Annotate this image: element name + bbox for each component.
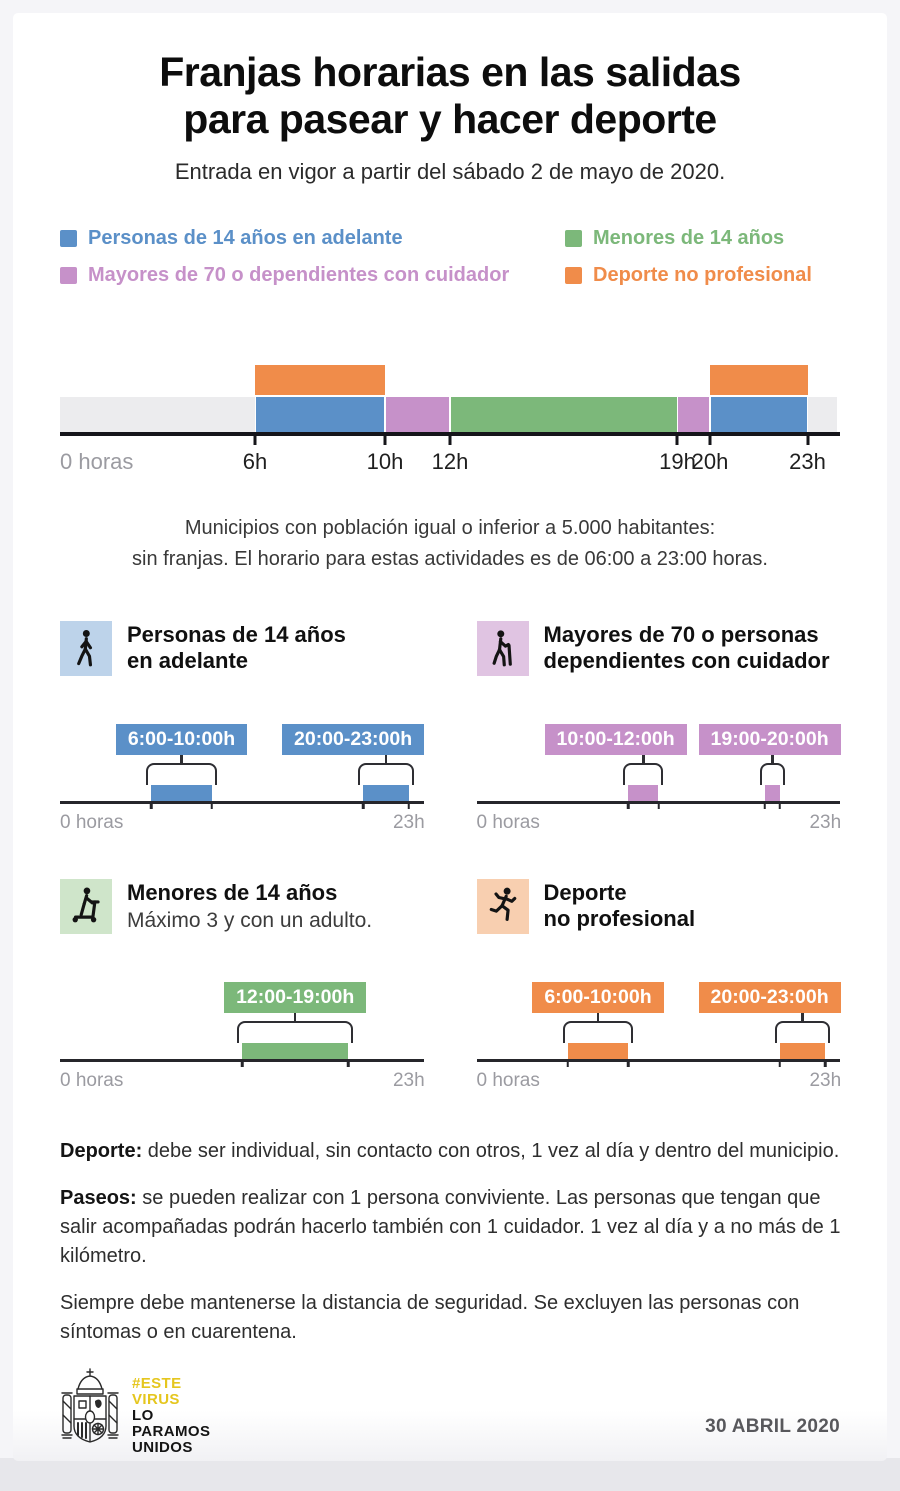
- slot-tick: [824, 1062, 827, 1067]
- timeline-bar-blue: [255, 397, 385, 432]
- mini-axis-end-label: 23h: [809, 1070, 842, 1092]
- running-person-icon: [477, 879, 529, 934]
- slot-tick: [779, 1062, 782, 1067]
- note-line2: sin franjas. El horario para estas actividades es de 06:00 a 23:00 horas.: [132, 548, 768, 571]
- slogan-line: VIRUS: [132, 1391, 180, 1409]
- legend-item-children: [565, 227, 840, 250]
- slot-bracket: [623, 763, 663, 785]
- publication-date: 30 ABRIL 2020: [705, 1416, 840, 1438]
- slot-tick: [241, 1062, 244, 1067]
- slogan-line: #ESTE: [132, 1375, 182, 1393]
- panel-title: Mayores de 70 o personas dependientes con cuidador: [543, 622, 830, 674]
- mini-axis: [60, 801, 424, 804]
- category-panels: [60, 621, 840, 1097]
- legend-item-seniors: [60, 264, 565, 287]
- page-title-line2: para pasear y hacer deporte: [183, 95, 717, 142]
- slot-bracket: [146, 763, 217, 785]
- rule-distancia: Siempre debe mantenerse la distancia de seguridad. Se excluyen las personas con síntomas o en cuarentena.: [60, 1292, 800, 1344]
- slot-bracket-stem: [642, 754, 645, 763]
- rule-paseos: Paseos: se pueden realizar con 1 persona conviviente. Las personas que tengan que salir acompañadas podrán hacerlo también con 1 cuidador. 1 vez al día y a no más de 1 kilómetro.: [60, 1187, 841, 1268]
- timeline-bar-purple: [677, 397, 709, 432]
- axis-tick: [676, 435, 679, 445]
- slot-tick: [627, 1062, 630, 1067]
- mini-axis-start-label: 0 horas: [476, 1070, 540, 1092]
- axis-tick-label: 6h: [242, 449, 268, 475]
- panel-title: Deporte no profesional: [543, 880, 696, 932]
- mini-axis-start-label: 0 horas: [60, 1070, 124, 1092]
- legend-label: Menores de 14 años: [593, 227, 785, 250]
- mini-timeline-adults: [60, 724, 424, 839]
- axis-tick-label: 0 horas: [60, 449, 134, 475]
- axis-tick: [709, 435, 712, 445]
- main-timeline-chart: [60, 365, 840, 485]
- slot-bracket-stem: [385, 754, 388, 763]
- legend-label: Deporte no profesional: [593, 264, 812, 287]
- legend: [60, 227, 840, 287]
- panel-sport: [477, 879, 841, 1097]
- footer-brand-row: [60, 1365, 840, 1462]
- axis-tick-label: 12h: [431, 449, 469, 475]
- slot-bracket: [775, 1021, 831, 1043]
- legend-label: Personas de 14 años en adelante: [88, 227, 403, 250]
- slot-bracket-stem: [294, 1012, 297, 1021]
- slot-bracket-stem: [801, 1012, 804, 1021]
- time-slot-label: 6:00-10:00h: [116, 724, 247, 755]
- panel-title: Menores de 14 años: [127, 880, 338, 906]
- slot-bracket-stem: [180, 754, 183, 763]
- rule-deporte: Deporte: debe ser individual, sin contacto con otros, 1 vez al día y dentro del municipio.: [60, 1140, 840, 1163]
- panel-subtitle: Máximo 3 y con un adulto.: [127, 909, 373, 933]
- panel-seniors: [477, 621, 841, 839]
- legend-swatch-orange: [565, 267, 582, 284]
- elderly-person-cane-icon: [477, 621, 529, 676]
- mini-bar-green: [242, 1043, 348, 1059]
- walking-person-icon: [60, 621, 112, 676]
- legend-swatch-purple: [60, 267, 77, 284]
- rules-text: [60, 1137, 852, 1347]
- slogan-line: UNIDOS: [132, 1439, 193, 1457]
- time-slot-label: 20:00-23:00h: [282, 724, 424, 755]
- small-municipalities-note: [60, 513, 840, 575]
- mini-axis-end-label: 23h: [809, 812, 842, 834]
- slot-bracket: [237, 1021, 353, 1043]
- mini-axis-start-label: 0 horas: [60, 812, 124, 834]
- mini-timeline-seniors: [477, 724, 841, 839]
- mini-bar-blue: [151, 785, 212, 801]
- legend-item-sport: [565, 264, 840, 287]
- timeline-bar-blue: [710, 397, 808, 432]
- time-slot-label: 6:00-10:00h: [532, 982, 663, 1013]
- timeline-bar-orange: [710, 365, 808, 395]
- spain-coat-of-arms-logo: [60, 1365, 120, 1462]
- axis-tick: [254, 435, 257, 445]
- mini-axis: [477, 1059, 841, 1062]
- legend-label: Mayores de 70 o dependientes con cuidador: [88, 264, 510, 287]
- axis-tick: [806, 435, 809, 445]
- slot-bracket-stem: [771, 754, 774, 763]
- mini-axis-end-label: 23h: [392, 812, 425, 834]
- mini-axis-start-label: 0 horas: [476, 812, 540, 834]
- axis-tick-label: 19h: [659, 449, 696, 475]
- timeline-bar-green: [450, 397, 678, 432]
- timeline-bar-purple: [385, 397, 450, 432]
- slot-tick: [408, 804, 411, 809]
- axis-tick-label: 10h: [366, 449, 404, 475]
- legend-swatch-green: [565, 230, 582, 247]
- axis-tick-label: 23h: [789, 449, 826, 475]
- slot-tick: [779, 804, 782, 809]
- page-title-line1: Franjas horarias en las salidas: [159, 49, 741, 95]
- slot-tick: [362, 804, 365, 809]
- mini-timeline-sport: [477, 982, 841, 1097]
- slogan-line: LO: [132, 1407, 154, 1425]
- mini-bar-purple: [765, 785, 780, 801]
- slot-tick: [627, 804, 630, 809]
- page-title: [60, 49, 840, 142]
- timeline-bar-orange: [255, 365, 385, 395]
- panel-title: Personas de 14 años en adelante: [127, 622, 346, 674]
- axis-tick: [449, 435, 452, 445]
- mini-bar-orange: [780, 1043, 826, 1059]
- axis-tick: [384, 435, 387, 445]
- slot-tick: [210, 804, 213, 809]
- axis-tick-label: 20h: [691, 449, 729, 475]
- mini-timeline-children: [60, 982, 424, 1097]
- slot-tick: [657, 804, 660, 809]
- time-slot-label: 10:00-12:00h: [545, 724, 687, 755]
- slot-tick: [347, 1062, 350, 1067]
- note-line1: Municipios con población igual o inferior a 5.000 habitantes:: [184, 517, 716, 540]
- slot-tick: [150, 804, 153, 809]
- child-on-scooter-icon: [60, 879, 112, 934]
- mini-bar-orange: [568, 1043, 629, 1059]
- slot-bracket: [760, 763, 785, 785]
- slot-bracket: [563, 1021, 634, 1043]
- slot-tick: [566, 1062, 569, 1067]
- este-virus-lo-paramos-unidos-slogan: [132, 1376, 210, 1456]
- time-slot-label: 20:00-23:00h: [699, 982, 841, 1013]
- slogan-line: PARAMOS: [132, 1423, 211, 1441]
- legend-swatch-blue: [60, 230, 77, 247]
- slot-bracket: [358, 763, 414, 785]
- page-subtitle: Entrada en vigor a partir del sábado 2 de mayo de 2020.: [174, 159, 726, 185]
- time-slot-label: 12:00-19:00h: [224, 982, 366, 1013]
- slot-bracket-stem: [597, 1012, 600, 1021]
- time-slot-label: 19:00-20:00h: [699, 724, 841, 755]
- slot-tick: [763, 804, 766, 809]
- mini-axis-end-label: 23h: [392, 1070, 425, 1092]
- infographic-card: [13, 13, 887, 1461]
- mini-bar-purple: [628, 785, 658, 801]
- panel-children: [60, 879, 424, 1097]
- mini-bar-blue: [363, 785, 409, 801]
- panel-adults: [60, 621, 424, 839]
- legend-item-adults: [60, 227, 565, 250]
